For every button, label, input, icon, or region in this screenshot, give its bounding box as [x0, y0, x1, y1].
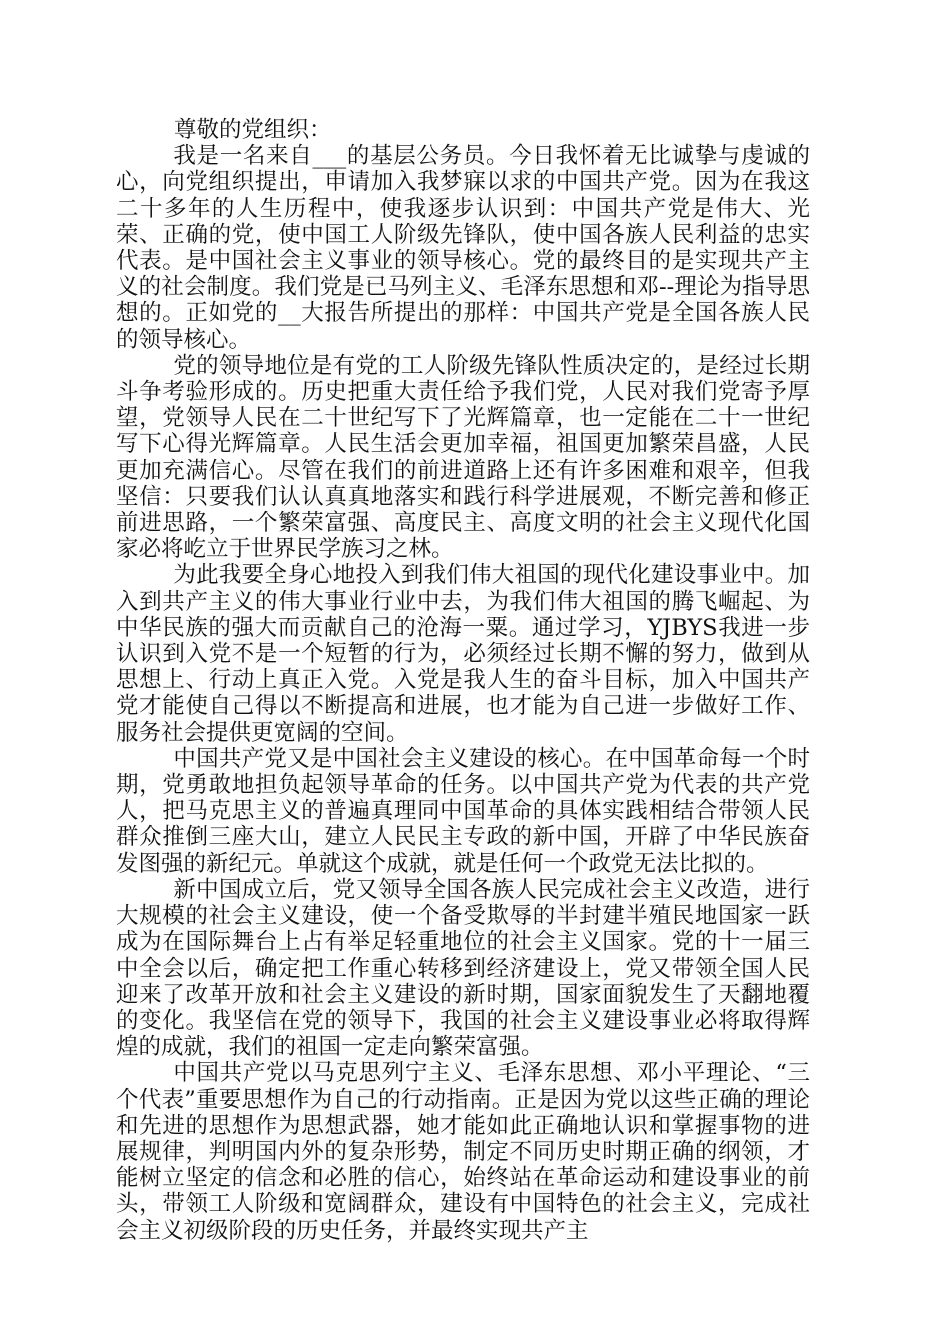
paragraph-guiding-theory: 中国共产党以马克思列宁主义、毛泽东思想、邓小平理论、“三个代表”重要思想作为自己的行动指南。正是因为党以这些正确的理论和先进的思想作为思想武器，她才能如此正确地认识和掌握事物的进展规律，判明国内外的复杂形势，制定不同历史时期正确的纲领，才能树立坚定的信念和必胜的信心，始终站在革命运动和建设事业的前头，带领工人阶级和宽阔群众，建设有中国特色的社会主义，完成社会主义初级阶段的历史任务，并最终实现共产主: [116, 1060, 810, 1244]
salutation: 尊敬的党组织：: [174, 117, 332, 143]
paragraph-party-leadership: 党的领导地位是有党的工人阶级先锋队性质决定的，是经过长期斗争考验形成的。历史把重大责任给予我们党，人民对我们党寄予厚望，党领导人民在二十世纪写下了光辉篇章，也一定能在二十一世纪写下心得光辉篇章。人民生活会更加幸福，祖国更加繁荣昌盛，人民更加充满信心。尽管在我们的前进道路上还有许多困难和艰辛，但我坚信：只要我们认认真真地落实和践行科学进展观，不断完善和修正前进思路，一个繁荣富强、高度民主、高度文明的社会主义现代化国家必将屹立于世界民学族习之林。: [116, 352, 810, 563]
letter-body: [116, 117, 810, 1244]
paragraph-revolution: 中国共产党又是中国社会主义建设的核心。在中国革命每一个时期，党勇敢地担负起领导革命的任务。以中国共产党为代表的共产党人，把马克思主义的普遍真理同中国革命的具体实践相结合带领人民群众推倒三座大山，建立人民民主专政的新中国，开辟了中华民族奋发图强的新纪元。单就这个成就，就是任何一个政党无法比拟的。: [116, 745, 810, 877]
paragraph-commitment: 为此我要全身心地投入到我们伟大祖国的现代化建设事业中。加入到共产主义的伟大事业行业中去，为我们伟大祖国的腾飞崛起、为中华民族的强大而贡献自己的沧海一粟。通过学习，YJBYS我进一步认识到入党不是一个短暂的行为，必须经过长期不懈的努力，做到从思想上、行动上真正入党。入党是我人生的奋斗目标，加入中国共产党才能使自己得以不断提高和进展，也才能为自己进一步做好工作、服务社会提供更宽阔的空间。: [116, 562, 810, 746]
paragraph-intro: 我是一名来自___的基层公务员。今日我怀着无比诚挚与虔诚的心，向党组织提出，申请加入我梦寐以求的中国共产党。因为在我这二十多年的人生历程中，使我逐步认识到：中国共产党是伟大、光荣、正确的党，使中国工人阶级先锋队，使中国各族人民利益的忠实代表。是中国社会主义事业的领导核心。党的最终目的是实现共产主义的社会制度。我们党是已马列主义、毛泽东思想和邓--理论为指导思想的。正如党的__大报告所提出的那样：中国共产党是全国各族人民的领导核心。: [116, 143, 810, 353]
paragraph-new-china: 新中国成立后，党又领导全国各族人民完成社会主义改造，进行大规模的社会主义建设，使一个备受欺辱的半封建半殖民地国家一跃成为在国际舞台上占有举足轻重地位的社会主义国家。党的十一届三中全会以后，确定把工作重心转移到经济建设上，党又带领全国人民迎来了改革开放和社会主义建设的新时期，国家面貌发生了天翻地覆的变化。我坚信在党的领导下，我国的社会主义建设事业必将取得辉煌的成就，我们的祖国一定走向繁荣富强。: [116, 876, 810, 1061]
